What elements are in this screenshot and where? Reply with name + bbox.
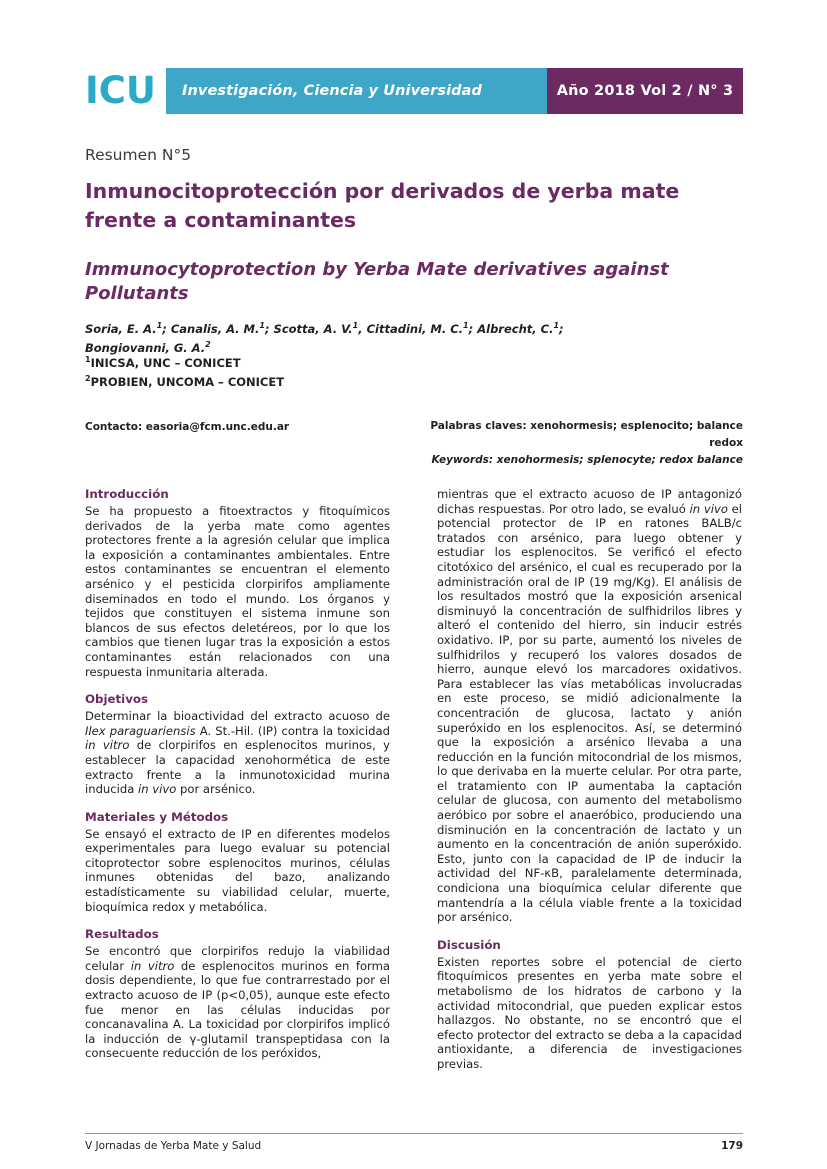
section-body-objetivos — [85, 709, 390, 797]
masthead — [85, 68, 743, 114]
keywords-english: Keywords: xenohormesis; splenocyte; redox balance — [431, 454, 743, 466]
resultados-italic-1: in vitro — [130, 958, 175, 973]
objetivos-text-4: por arsénico. — [176, 782, 256, 797]
affiliation-1: $^1$INICSA, UNC – CONICET — [85, 355, 241, 370]
objetivos-italic-2: in vitro — [85, 738, 130, 753]
page-title-english: Immunocytoprotection by Yerba Mate derivatives against Pollutants — [85, 259, 669, 304]
affiliation-2: $^2$PROBIEN, UNCOMA – CONICET — [85, 373, 285, 389]
body-column-left — [85, 487, 390, 1061]
section-body-discusion: Existen reportes sobre el potencial de cierto fitoquímicos presentes en yerba mate sobre el metabolismo de los hidratos de carbono y la actividad mitocondrial, que pueden explicar estos hallazgos. No obstante, no se encontró que el efecto protector del extracto se deba a la capacidad antioxidante, a diferencia de investigaciones previas. — [437, 954, 742, 1071]
section-heading-materiales: Materiales y Métodos — [85, 809, 229, 824]
affiliations — [85, 352, 605, 390]
issue-info: Año 2018 Vol 2 / N° 3 — [547, 68, 743, 114]
page-title: Inmunocitoprotección por derivados de yerba mate frente a contaminantes — [85, 179, 680, 232]
body-column-right — [437, 487, 742, 1072]
section-heading-discusion: Discusión — [437, 937, 501, 952]
journal-logo: ICU — [85, 68, 166, 114]
section-body-resultados — [85, 944, 390, 1061]
resultados-text-2: de esplenocitos murinos en forma dosis dependiente, lo que fue contrarrestado por el extracto acuoso de IP (p<0,05), aunque este efecto fue menor en las células inducidas por concanavalina A. La toxicidad por clorpirifos implicó la inducción de γ-glutamil transpeptidasa con la consecuente reducción de los peróxidos, — [85, 958, 390, 1061]
footer-event-name: V Jornadas de Yerba Mate y Salud — [85, 1140, 262, 1152]
section-body-resultados-continued — [437, 487, 742, 925]
resultados-cont-text-2: el potencial protector de IP en ratones BALB/c tratados con arsénico, para luego obtener y estudiar los esplenocitos. Se verificó el efecto citotóxico del arsénico, el cual es recuperado por la administración oral de IP (19 mg/Kg). El análisis de los resultados mostró que la exposición arsenical disminuyó la concentración de sulfhidrilos libres y alteró el contenido del hierro, sin inducir estrés oxidativo. IP, por su parte, aumentó los niveles de sulfhidrilos y recuperó los valores dosados de hierro, aunque elevó los marcadores oxidativos. Para establecer las vías metabólicas involucradas en este proceso, se midió adicionalmente la concentración de glucosa, lactato y anión superóxido en los esplenocitos. Así, se determinó que la exposición a arsénico llevaba a una reducción en la función mitocondrial de los mismos, lo que derivaba en la muerte celular. Por otra parte, el tratamiento con IP aumentaba la captación celular de glucosa, con aumento del metabolismo aeróbico por sobre el anaeróbico, produciendo una disminución en la concentración de lactato y un aumento en la concentración de anión superóxido. Esto, junto con la capacidad de IP de inducir la actividad del NF-κB, paralelamente determinada, condiciona una bioquímica celular diferente que mantendría a la célula viable frente a la toxicidad por arsénico. — [437, 501, 743, 925]
footer-divider — [85, 1133, 743, 1134]
section-heading-resultados: Resultados — [85, 927, 159, 942]
objetivos-italic-3: in vivo — [138, 782, 177, 797]
resultados-text-1: Se encontró que clorpirifos redujo la viabilidad celular — [85, 944, 390, 973]
objetivos-text-1: Determinar la bioactividad del extracto acuoso de — [85, 709, 390, 724]
objetivos-text-3: de clorpirifos en esplenocitos murinos, y establecer la capacidad xenohormética de este extracto frente a la inmunotoxicidad murina inducida — [85, 738, 390, 797]
section-heading-introduccion: Introducción — [85, 487, 169, 501]
keywords-block — [413, 418, 743, 469]
section-heading-objetivos: Objetivos — [85, 692, 149, 707]
journal-name: Investigación, Ciencia y Universidad — [166, 68, 547, 114]
objetivos-text-2: A. St.-Hil. (IP) contra la toxicidad — [195, 723, 390, 738]
resultados-cont-text-1: mientras que el extracto acuoso de IP antagonizó dichas respuestas. Por otro lado, se evaluó — [437, 487, 742, 516]
section-body-introduccion: Se ha propuesto a fitoextractos y fitoquímicos derivados de la yerba mate como agentes protectores frente a la agresión celular que implica la exposición a contaminantes ambientales. Entre estos contaminantes se encuentran el elemento arsénico y el pesticida clorpirifos ampliamente diseminados en todo el mundo. Los órganos y tejidos que constituyen el sistema inmune son blancos de sus efectos deletéreos, por lo que los cambios que tienen lugar tras la exposición a estos contaminantes están relacionados con una respuesta inmunitaria alterada. — [85, 504, 390, 679]
keywords-spanish: Palabras claves: xenohormesis; esplenocito; balance redox — [430, 420, 743, 449]
contact-email: Contacto: easoria@fcm.unc.edu.ar — [85, 421, 290, 433]
objetivos-italic-1: Ilex paraguariensis — [85, 723, 196, 738]
page-number: 179 — [721, 1140, 743, 1152]
section-body-materiales: Se ensayó el extracto de IP en diferentes modelos experimentales para luego evaluar su potencial citoprotector sobre esplenocitos murinos, células inmunes obtenidas del bazo, analizando estadísticamente su viabilidad celular, muerte, bioquímica redox y metabólica. — [85, 826, 390, 914]
resultados-cont-italic-1: in vivo — [689, 501, 728, 516]
author-list: Soria, E. A.$^1$; Canalis, A. M.$^1$; Scotta, A. V.$^1$, Cittadini, M. C.$^1$; Albrecht, C.$^1$; Bongiovanni, G. A.$^2$ — [85, 321, 564, 356]
abstract-number: Resumen N°5 — [85, 146, 192, 164]
